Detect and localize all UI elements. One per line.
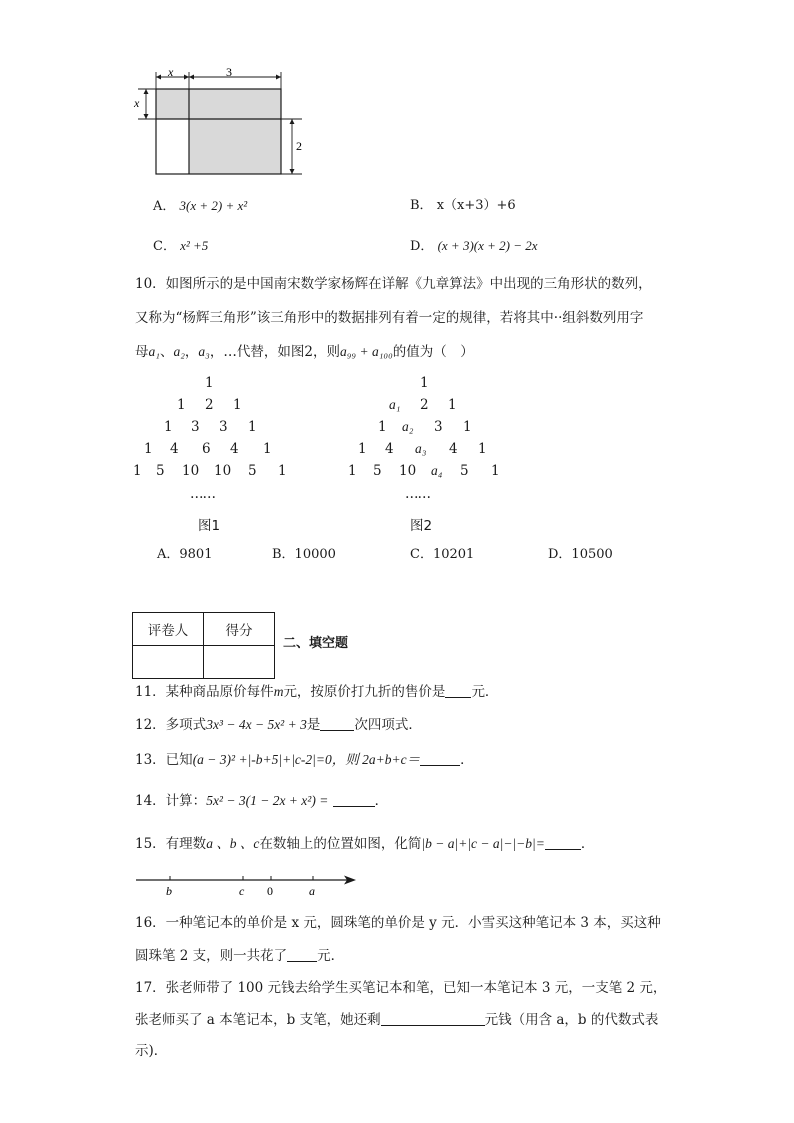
answer-blank[interactable] [545, 835, 581, 850]
var-m: m [273, 684, 284, 699]
answer-blank[interactable] [333, 792, 375, 807]
yanghui-triangle-fig2 [345, 375, 515, 535]
q-text: 15．有理数 [135, 836, 207, 852]
option-text: x² +5 [180, 238, 209, 253]
rectangle-area-figure [130, 64, 310, 180]
figure-caption: 图2 [410, 518, 433, 534]
question-12 [135, 715, 422, 735]
number-line [132, 868, 362, 898]
tri-cell: 10 [214, 463, 232, 479]
tri-cell: 1 [278, 463, 287, 479]
question-17-line-1: 17．张老师带了 100 元钱去给学生买笔记本和笔，已知一本笔记本 3 元，一支笔 2 元， [135, 980, 667, 996]
q-text: 14．计算： [135, 793, 207, 809]
tri-cell: 4 [385, 441, 394, 457]
tri-cell: 1 [358, 441, 367, 457]
tri-cell: 1 [144, 441, 153, 457]
q-text: 张老师买了 a 本笔记本，b 支笔，她还剩 [135, 1012, 381, 1028]
answer-blank[interactable] [445, 683, 471, 698]
tick-label-c: c [239, 884, 245, 898]
q10-text: 、 [159, 344, 174, 360]
q10-option-a: A．9801 [157, 547, 213, 562]
q-text: 圆珠笔 2 支，则一共花了 [135, 948, 288, 964]
yanghui-triangle-fig1 [130, 375, 300, 535]
tri-cell: 3 [191, 419, 200, 435]
option-text: x（x+3）+6 [436, 198, 516, 213]
option-key: D． [410, 239, 434, 254]
q-text: 元，按原价打九折的售价是 [283, 684, 446, 700]
tri-cell: 1 [378, 419, 387, 435]
tri-cell: 1 [164, 419, 173, 435]
q10-line-3: 母a₁、a₂，a₃，…代替，如图2，则a₉₉ + a₁₀₀的值为（ ） [135, 344, 474, 360]
q-text: 13．已知 [135, 752, 193, 768]
q15-vars: a 、b 、c [206, 836, 260, 851]
tri-cell: 4 [230, 441, 239, 457]
option-key: C． [153, 239, 176, 254]
tri-cell: 10 [182, 463, 200, 479]
tri-dots: …… [405, 486, 430, 502]
q9-option-a [153, 196, 247, 217]
tri-cell: 1 [177, 397, 186, 413]
question-17-line-2 [135, 1010, 658, 1030]
var-a2: a₂ [173, 344, 185, 359]
question-16-line-1: 16．一种笔记本的单价是 x 元，圆珠笔的单价是 y 元．小雪买这种笔记本 3 本，买这种 [135, 915, 661, 931]
score-table [132, 612, 275, 679]
tri-cell: 1 [248, 419, 257, 435]
tri-cell: 1 [233, 397, 242, 413]
tri-cell: 2 [205, 397, 214, 413]
tri-cell-var: a₄ [431, 463, 443, 478]
section-title: 二、填空题 [283, 636, 349, 651]
dim-label-x-top: x [168, 65, 174, 79]
tri-cell: 5 [248, 463, 257, 479]
tri-cell: 2 [420, 397, 429, 413]
tri-cell: 10 [399, 463, 417, 479]
answer-blank[interactable] [381, 1011, 485, 1026]
tri-cell: 1 [133, 463, 142, 479]
tri-cell: 1 [463, 419, 472, 435]
q-text: 11．某种商品原价每件 [135, 684, 274, 700]
tri-cell-var: a₂ [402, 419, 414, 434]
tri-cell: 5 [373, 463, 382, 479]
option-text: (x + 3)(x + 2) − 2x [437, 238, 538, 253]
question-16-line-2 [135, 946, 344, 966]
dim-label-3: 3 [226, 65, 232, 79]
q10-option-c: C．10201 [410, 547, 475, 562]
var-a1: a₁ [148, 344, 160, 359]
tri-cell: 1 [491, 463, 500, 479]
tri-cell: 1 [205, 375, 214, 391]
q-text: 元钱（用含 a，b 的代数式表 [484, 1012, 659, 1028]
q15-expression: |b − a|+|c − a|−|−b|= [421, 836, 545, 851]
tick-label-b: b [166, 884, 172, 898]
tri-cell: 3 [219, 419, 228, 435]
q-text: 是 [306, 717, 321, 733]
dim-label-2: 2 [296, 139, 302, 153]
q10-text: 母 [135, 344, 149, 360]
option-key: B． [410, 198, 433, 213]
q10-line-1: 10．如图所示的是中国南宋数学家杨辉在详解《九章算法》中出现的三角形状的数列， [135, 276, 652, 292]
q12-expression: 3x³ − 4x − 5x² + 3 [206, 717, 307, 732]
q14-expression: 5x² − 3(1 − 2x + x²) = [206, 793, 329, 808]
tri-dots: …… [190, 486, 215, 502]
tick-label-zero: 0 [267, 884, 273, 898]
option-key: A． [153, 199, 176, 214]
grader-header: 评卷人 [133, 613, 204, 646]
q-text: 在数轴上的位置如图，化简 [259, 836, 422, 852]
question-14 [135, 791, 388, 811]
score-header: 得分 [204, 613, 275, 646]
q-text: 12．多项式 [135, 717, 207, 733]
q9-option-c [153, 236, 208, 257]
q10-text: 的值为（ ） [392, 344, 474, 360]
question-17-line-3: 示)． [135, 1043, 168, 1059]
grader-cell[interactable] [133, 646, 204, 679]
q10-option-b: B．10000 [272, 547, 336, 562]
q10-line-2: 又称为“杨辉三角形”该三角形中的数据排列有着一定的规律，若将其中··组斜数列用字 [135, 310, 644, 326]
option-text: 3(x + 2) + x² [179, 198, 248, 213]
q9-option-b [410, 196, 516, 216]
figure-caption: 图1 [198, 518, 221, 534]
q9-option-d [410, 236, 538, 257]
tri-cell: 1 [448, 397, 457, 413]
tri-cell: 1 [263, 441, 272, 457]
question-13 [135, 750, 474, 770]
q-text: 元． [471, 684, 499, 700]
var-a3: a₃ [198, 344, 210, 359]
q-text: 元． [317, 948, 345, 964]
tri-cell-var: a₁ [389, 397, 401, 412]
q10-option-d: D．10500 [548, 547, 613, 562]
tri-cell: 5 [460, 463, 469, 479]
tri-cell: 1 [348, 463, 357, 479]
tri-cell: 4 [449, 441, 458, 457]
tri-cell: 3 [434, 419, 443, 435]
answer-blank[interactable] [320, 716, 354, 731]
q-text: ． [460, 752, 474, 768]
q10-text: ，…代替，如图2，则 [209, 344, 340, 360]
tri-cell: 5 [156, 463, 165, 479]
q-text: ． [580, 836, 595, 852]
q10-expression: a₉₉ + a₁₀₀ [339, 344, 393, 359]
tri-cell: 6 [202, 441, 211, 457]
tick-label-a: a [309, 884, 315, 898]
tri-cell: 1 [420, 375, 429, 391]
tri-cell: 4 [170, 441, 179, 457]
q13-expression: (a − 3)² +|-b+5|+|c-2|=0，则 2a+b+c＝ [192, 752, 421, 767]
tri-cell-var: a₃ [415, 441, 427, 456]
question-11 [135, 682, 498, 702]
question-15 [135, 834, 594, 854]
dim-label-x-left: x [134, 96, 140, 110]
q-text: 次四项式． [354, 717, 422, 733]
tri-cell: 1 [478, 441, 487, 457]
q-text: ． [374, 793, 389, 809]
answer-blank[interactable] [287, 947, 317, 962]
answer-blank[interactable] [420, 751, 460, 766]
score-cell[interactable] [204, 646, 275, 679]
